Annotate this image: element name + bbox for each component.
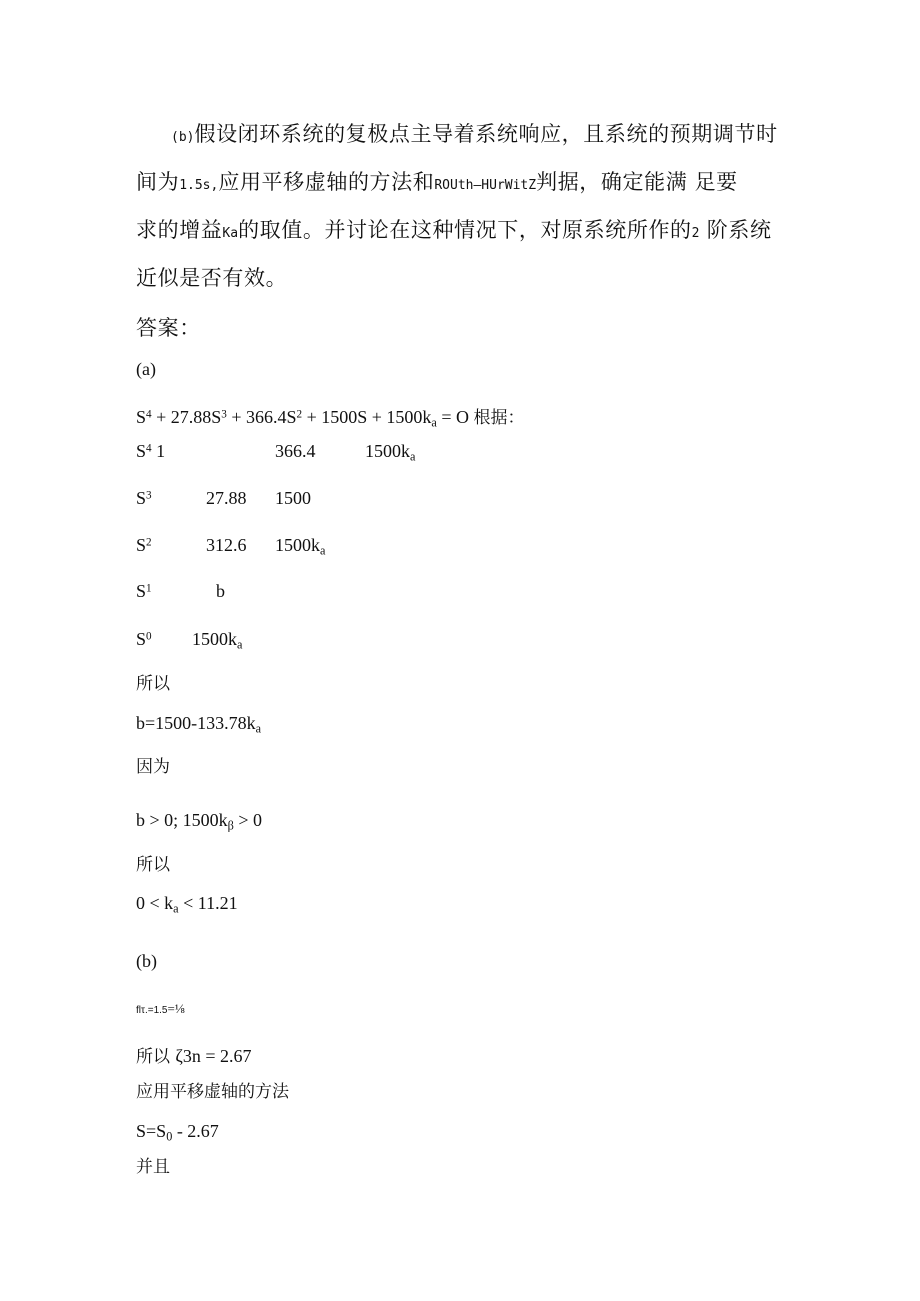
part-b-label: (b) bbox=[136, 951, 157, 971]
routh-row-s3: $S^3$ 27.88 1500 bbox=[136, 488, 311, 508]
question-line-1: (b)假设闭环系统的复极点主导着系统响应，且系统的预期调节时 bbox=[171, 122, 778, 146]
shift-equation: $S=S_0 - 2.67$ bbox=[136, 1121, 219, 1144]
part-a-label: (a) bbox=[136, 359, 156, 379]
routh-row-s1: $S^1$ b bbox=[136, 581, 225, 601]
answer-label: 答案： bbox=[136, 316, 201, 340]
because: 因为 bbox=[136, 757, 170, 777]
gain-range: $0 < k_a < 11.21$ bbox=[136, 893, 238, 916]
stability-conditions: b > 0; $1500k_\beta > 0$ bbox=[136, 810, 263, 833]
and-also: 并且 bbox=[136, 1157, 170, 1177]
garbled-equation: flτ.=1.5=⅛ bbox=[136, 1001, 185, 1016]
shift-method-text: 应用平移虚轴的方法 bbox=[136, 1082, 289, 1102]
therefore-2: 所以 bbox=[136, 855, 170, 875]
b-expression: $b=1500-133.78k_a$ bbox=[136, 713, 262, 736]
zeta-line: 所以 ζ3n = 2.67 bbox=[136, 1046, 252, 1067]
routh-row-s0: $S^0$ $1500k_a$ bbox=[136, 629, 243, 652]
question-line-4: 近似是否有效。 bbox=[136, 266, 288, 290]
routh-row-s4: $S^4$ 1 366.4 $1500k_a$ bbox=[136, 441, 416, 464]
question-line-3: 求的增益Ka的取值。并讨论在这种情况下，对原系统所作的2 阶系统 bbox=[136, 218, 772, 242]
therefore-1: 所以 bbox=[136, 674, 170, 694]
routh-row-s2: $S^2$ 312.6 $1500k_a$ bbox=[136, 535, 326, 558]
characteristic-equation: $S^4 + 27.88S^3 + 366.4S^2 + 1500S + 1500k_a = O$ 根据： bbox=[136, 407, 525, 430]
question-line-2: 间为1.5s,应用平移虚轴的方法和ROUth—HUrWitZ判据，确定能满 足要 bbox=[136, 170, 738, 194]
part-tag: (b) bbox=[171, 130, 195, 145]
